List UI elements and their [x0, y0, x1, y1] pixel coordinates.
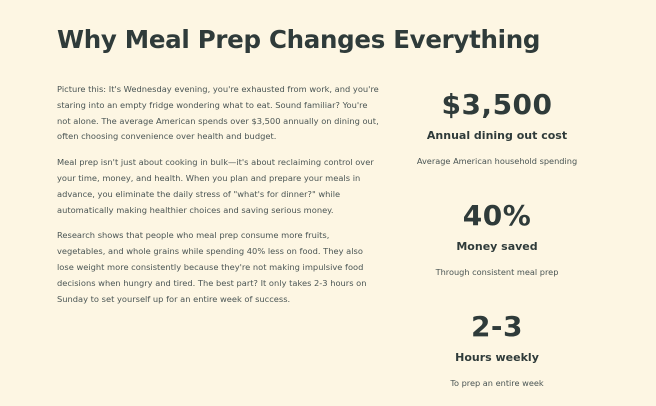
- article-paragraph-intro: Picture this: It's Wednesday evening, you're exhausted from work, and you're staring into an empty fridge wondering what to eat. Sound familiar? You're not alone. The average American spends over $3,500 annually on dining out, often choosing convenience over health and budget.: [57, 84, 379, 142]
- stat-value: $3,500: [441, 88, 553, 121]
- stat-dining-cost: [397, 88, 597, 167]
- article-paragraph-research: Research shows that people who meal prep consume more fruits, vegetables, and whole grains while spending 40% less on food. They also lose weight more consistently because they're not making impulsive food decisions when hungry and tired. The best part? It only takes 2-3 hours on Sunday to set yourself up for an entire week of success.: [57, 230, 367, 304]
- page-title: Why Meal Prep Changes Everything: [57, 25, 541, 54]
- stat-value: 2-3: [470, 310, 524, 343]
- stats-column: [397, 0, 597, 406]
- stat-label: Annual dining out cost: [426, 129, 568, 142]
- article-paragraph-benefits: Meal prep isn't just about cooking in bulk—it's about reclaiming control over your time, money, and health. When you plan and prepare your meals in advance, you eliminate the daily stress of "what's for dinner?" while automatically making healthier choices and saving serious money.: [57, 157, 374, 215]
- stat-note: Through consistent meal prep: [435, 267, 559, 277]
- stat-label: Money saved: [456, 240, 538, 253]
- stat-money-saved: [397, 199, 597, 278]
- stat-value: 40%: [462, 199, 532, 232]
- stat-note: Average American household spending: [416, 156, 578, 166]
- stat-hours-weekly: [397, 310, 597, 389]
- stat-note: To prep an entire week: [450, 378, 544, 388]
- stat-label: Hours weekly: [455, 351, 539, 364]
- article-body: [57, 82, 379, 317]
